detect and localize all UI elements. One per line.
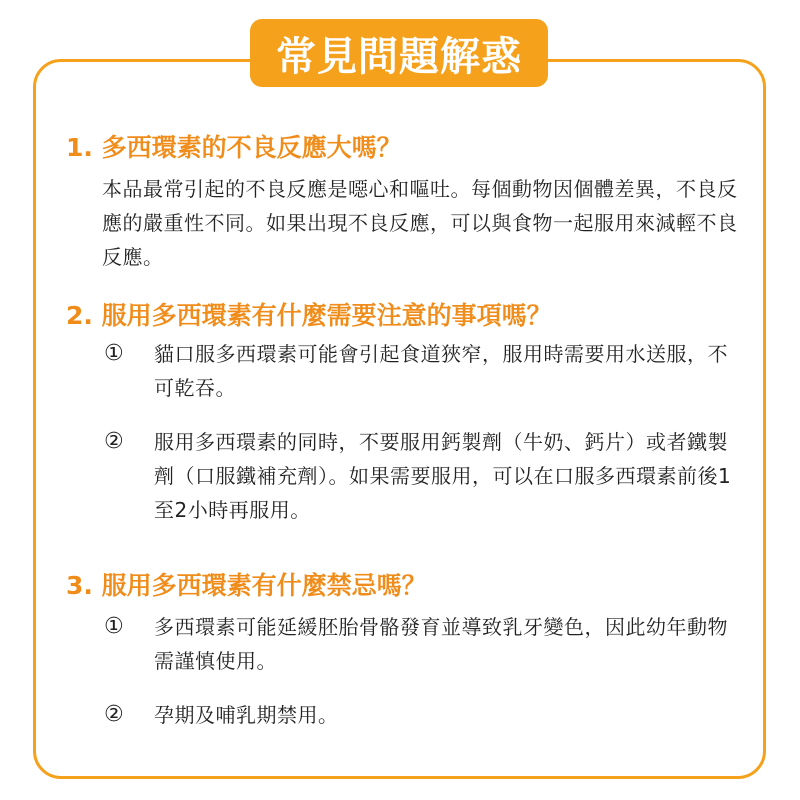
section-3-heading: 3. 服用多西環素有什麼禁忌嗎？ (66, 571, 427, 600)
section-3-item-2-number: ② (104, 702, 124, 727)
section-3-item-2-text: 孕期及哺乳期禁用。 (154, 703, 339, 727)
section-2-item-1-text: 貓口服多西環素可能會引起食道狹窄，服用時需要用水送服，不可乾吞。 (154, 342, 728, 400)
section-2-item-2-text: 服用多西環素的同時，不要服用鈣製劑（牛奶、鈣片）或者鐵製劑（口服鐵補充劑）。如果需要服用，可以在口服多西環素前後1至2小時再服用。 (154, 430, 732, 522)
section-1-heading: 1. 多西環素的不良反應大嗎？ (66, 133, 402, 162)
section-3-item-1-text: 多西環素可能延緩胚胎骨骼發育並導致乳牙變色，因此幼年動物需謹慎使用。 (154, 615, 728, 673)
section-1-paragraph: 本品最常引起的不良反應是噁心和嘔吐。每個動物因個體差異，不良反應的嚴重性不同。如果出現不良反應，可以與食物一起服用來減輕不良反應。 (102, 177, 738, 269)
section-2-item-2-number: ② (104, 429, 124, 454)
section-3-item-1-number: ① (104, 614, 124, 639)
page-title: 常見問題解惑 (250, 19, 548, 87)
section-2-item-1-number: ① (104, 341, 124, 366)
section-2-heading: 2. 服用多西環素有什麼需要注意的事項嗎？ (66, 301, 552, 330)
